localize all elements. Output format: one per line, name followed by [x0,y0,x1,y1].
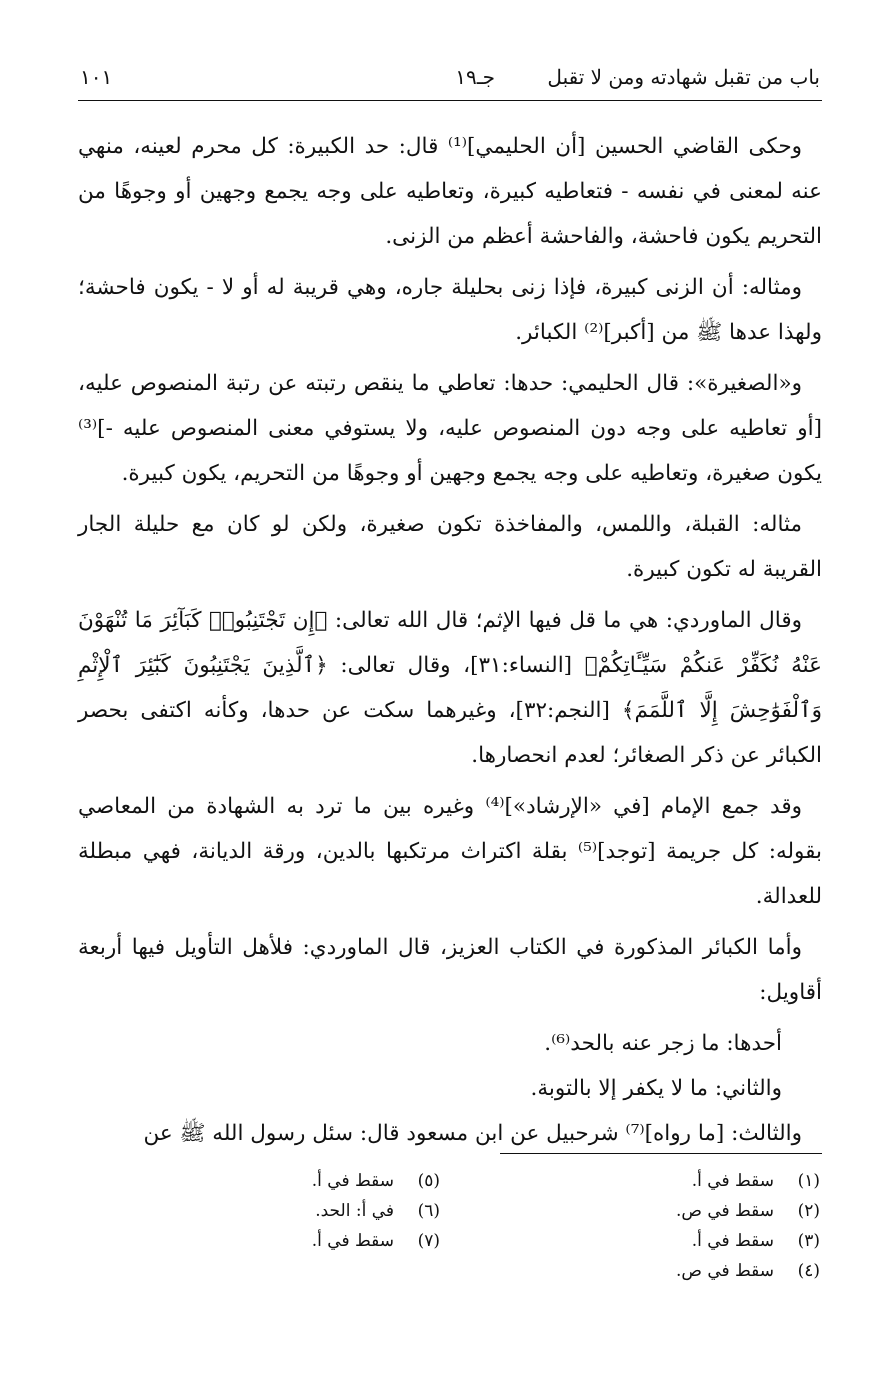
footnote-rule [500,1153,822,1154]
paragraph: والثالث: [ما رواه]⁽⁷⁾ شرحبيل عن ابن مسعود قال: سئل رسول الله ﷺ عن [143,1121,802,1146]
footnotes-right-column [490,1166,820,1286]
page-number: ١٠١ [80,65,113,89]
paragraph: وقد جمع الإمام [في «الإرشاد»]⁽⁴⁾ وغيره بين ما ترد به الشهادة من المعاصي بقوله: كل جريمة [توجد]⁽⁵⁾ بقلة اكتراث مرتكبها بالدين، ورقة الديانة، فهي مبطلة للعدالة. [78,794,822,909]
paragraph: مثاله: القبلة، واللمس، والمفاخذة تكون صغيرة، ولكن لو كان مع حليلة الجار القريبة له تكون كبيرة. [78,512,822,582]
footnote: (٧)سقط في أ. [311,1231,440,1251]
footnote: (١)سقط في أ. [691,1171,820,1191]
paragraph: وأما الكبائر المذكورة في الكتاب العزيز، قال الماوردي: فلأهل التأويل فيها أربعة أقاويل: [78,935,822,1005]
paragraph: وقال الماوردي: هي ما قل فيها الإثم؛ قال الله تعالى: ﴿إِن تَجْتَنِبُوا۟ كَبَآئِرَ مَا تُنْهَوْنَ عَنْهُ نُكَفِّرْ عَنكُمْ سَيِّـَٔاتِكُمْ﴾ [النساء:٣١]، وقال تعالى: ﴿ٱلَّذِينَ يَجْتَنِبُونَ كَبَٰٓئِرَ ٱلْإِثْمِ وَٱلْفَوَٰحِشَ إِلَّا ٱللَّمَمَ﴾ [النجم:٣٢]، وغيرهما سكت عن حدها، وكأنه اكتفى بحصر الكبائر عن ذكر الصغائر؛ لعدم انحصارها. [78,608,822,768]
footnote: (٣)سقط في أ. [691,1231,820,1251]
chapter-title: باب من تقبل شهادته ومن لا تقبل [547,65,820,89]
footnote: (٢)سقط في ص. [675,1201,820,1221]
footnote: (٤)سقط في ص. [675,1261,820,1281]
list-item: أحدها: ما زجر عنه بالحد⁽⁶⁾. [544,1031,782,1056]
header-rule [78,100,822,101]
paragraph: وحكى القاضي الحسين [أن الحليمي]⁽¹⁾ قال: حد الكبيرة: كل محرم لعينه، منهي عنه لمعنى في نفسه - فتعاطيه كبيرة، وتعاطيه على وجه يجمع وجهين أو وجوهًا من التحريم يكون فاحشة، والفاحشة أعظم من الزنى. [78,134,822,249]
footnote: (٦)في أ: الحد. [315,1201,440,1221]
running-header [80,62,820,98]
volume-label: جـ١٩ [455,65,495,89]
main-text [78,124,822,1162]
paragraph: ومثاله: أن الزنى كبيرة، فإذا زنى بحليلة جاره، وهي قريبة له أو لا - يكون فاحشة؛ ولهذا عدها ﷺ من [أكبر]⁽²⁾ الكبائر. [78,275,822,345]
paragraph: و«الصغيرة»: قال الحليمي: حدها: تعاطي ما ينقص رتبته عن رتبة المنصوص عليه، [أو تعاطيه على وجه دون المنصوص عليه، ولا يستوفي معنى المنصوص عليه -]⁽³⁾ يكون صغيرة، وتعاطيه على وجه يجمع وجهين أو وجوهًا من التحريم، يكون كبيرة. [78,371,822,486]
footnote: (٥)سقط في أ. [311,1171,440,1191]
list-item: والثاني: ما لا يكفر إلا بالتوبة. [530,1076,782,1101]
footnotes-left-column [140,1166,440,1256]
